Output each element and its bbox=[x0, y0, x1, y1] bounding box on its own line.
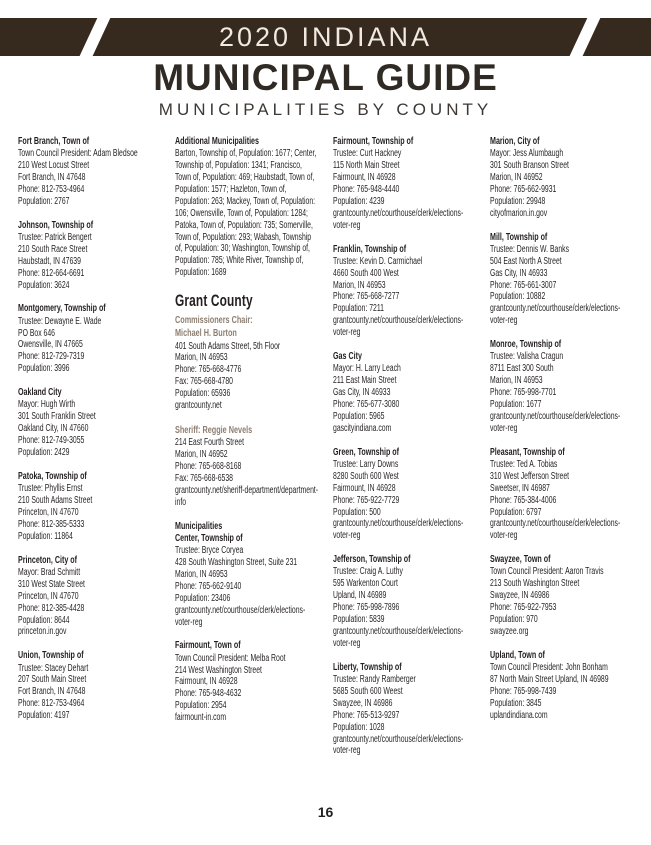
entry-line: Phone: 765-922-7729 bbox=[333, 494, 400, 506]
entry-line: Phone: 812-753-4964 bbox=[18, 183, 85, 195]
entry-line: Mayor: Jess Alumbaugh bbox=[490, 148, 564, 160]
county-section bbox=[175, 291, 319, 412]
entry-line: 210 West Locust Street bbox=[18, 160, 90, 172]
entry-line: Population: 5839 bbox=[333, 614, 385, 626]
entry-line: grantcounty.net/sheriff-department/department-info bbox=[175, 484, 319, 508]
entry-name: Franklin, Township of bbox=[333, 243, 407, 255]
entry-line: Population: 4197 bbox=[18, 710, 70, 722]
directory-entry bbox=[18, 136, 162, 208]
entry-line: PO Box 646 bbox=[18, 327, 55, 339]
entry-line: Marion, IN 46953 bbox=[175, 352, 228, 364]
entry-line: Trustee: Kevin D. Carmichael bbox=[333, 255, 423, 267]
entry-line: Phone: 765-668-7277 bbox=[333, 291, 400, 303]
entry-line: Phone: 812-729-7319 bbox=[18, 351, 85, 363]
entry-line: princeton.in.gov bbox=[18, 626, 67, 638]
entry-name: Mill, Township of bbox=[490, 231, 548, 243]
entry-line: Phone: 765-948-4632 bbox=[175, 688, 242, 700]
entry-name: Union, Township of bbox=[18, 650, 84, 662]
entry-line: Town Council President: Aaron Travis bbox=[490, 566, 604, 578]
directory-entry bbox=[333, 662, 477, 758]
entry-line: 211 East Main Street bbox=[333, 375, 397, 387]
directory-entry bbox=[175, 424, 319, 509]
directory-entry bbox=[333, 554, 477, 650]
entry-line: gascityindiana.com bbox=[333, 422, 392, 434]
entry-line: Population: 2767 bbox=[18, 195, 70, 207]
entry-line: Trustee: Bryce Coryea bbox=[175, 545, 244, 557]
directory-entry bbox=[333, 351, 477, 435]
entry-line: Phone: 765-677-3080 bbox=[333, 399, 400, 411]
entry-line: Population: 3996 bbox=[18, 363, 70, 375]
entry-line: Population: 3624 bbox=[18, 279, 70, 291]
entry-line: 310 West State Street bbox=[18, 578, 85, 590]
entry-line: Population: 11864 bbox=[18, 530, 73, 542]
directory-column bbox=[333, 136, 477, 769]
entry-line: grantcounty.net/courthouse/clerk/elections-voter-reg bbox=[490, 518, 621, 542]
entry-line: Princeton, IN 47670 bbox=[18, 590, 79, 602]
entry-line: Trustee: Ted A. Tobias bbox=[490, 458, 558, 470]
entry-line: Population: 7211 bbox=[333, 303, 384, 315]
entry-line: Phone: 812-749-3055 bbox=[18, 435, 85, 447]
entry-line: 595 Warkenton Court bbox=[333, 578, 398, 590]
entry-line: Population: 23406 bbox=[175, 592, 231, 604]
entry-line: Population: 29948 bbox=[490, 195, 546, 207]
entry-line: Population: 4239 bbox=[333, 195, 385, 207]
directory-entry bbox=[18, 303, 162, 375]
entry-line: Town Council President: John Bonham bbox=[490, 662, 608, 674]
entry-line: Population: 2429 bbox=[18, 447, 70, 459]
entry-name: Jefferson, Township of bbox=[333, 554, 411, 566]
entry-line: Population: 5965 bbox=[333, 410, 385, 422]
entry-line: Mayor: Hugh Wirth bbox=[18, 399, 76, 411]
entry-line: Population: 1028 bbox=[333, 721, 385, 733]
directory-entry bbox=[18, 555, 162, 639]
entry-line: 210 South Adams Street bbox=[18, 495, 93, 507]
entry-line: Trustee: Randy Ramberger bbox=[333, 674, 416, 686]
entry-name: Gas City bbox=[333, 351, 362, 363]
entry-line: Trustee: Dennis W. Banks bbox=[490, 243, 570, 255]
entry-line: grantcounty.net bbox=[175, 400, 222, 412]
entry-line: Town Council President: Adam Bledsoe bbox=[18, 148, 138, 160]
entry-line: Fairmount, IN 46928 bbox=[333, 482, 396, 494]
directory-entry bbox=[490, 554, 634, 638]
entry-line: 310 West Jefferson Street bbox=[490, 470, 570, 482]
entry-line: Trustee: Phyllis Ernst bbox=[18, 483, 83, 495]
entry-line: Phone: 765-948-4440 bbox=[333, 183, 400, 195]
entry-line: Trustee: Patrick Bengert bbox=[18, 231, 92, 243]
entry-line: Fax: 765-668-6538 bbox=[175, 472, 233, 484]
entry-line: Population: 1677 bbox=[490, 399, 542, 411]
directory-entry bbox=[333, 244, 477, 340]
entry-name: Swayzee, Town of bbox=[490, 554, 551, 566]
entry-line: Haubstadt, IN 47639 bbox=[18, 255, 81, 267]
entry-line: grantcounty.net/courthouse/clerk/elections-voter-reg bbox=[175, 604, 306, 628]
directory-column bbox=[175, 136, 319, 736]
directory-entry bbox=[175, 521, 319, 629]
entry-line: 428 South Washington Street, Suite 231 bbox=[175, 556, 298, 568]
entry-line: Trustee: Curt Hackney bbox=[333, 148, 402, 160]
entry-line: Phone: 765-513-9297 bbox=[333, 709, 400, 721]
entry-line: Fort Branch, IN 47648 bbox=[18, 686, 86, 698]
entry-name: Monroe, Township of bbox=[490, 339, 562, 351]
entry-line: 4660 South 400 West bbox=[333, 267, 399, 279]
entry-line: Phone: 765-998-7701 bbox=[490, 387, 557, 399]
entry-name: Fairmount, Town of bbox=[175, 640, 241, 652]
entry-name: Montgomery, Township of bbox=[18, 303, 106, 315]
entry-line: 8711 East 300 South bbox=[490, 363, 554, 375]
county-official-name: Michael H. Burton bbox=[175, 328, 237, 340]
page-title: MUNICIPAL GUIDE bbox=[153, 57, 498, 98]
entry-line: Population: 65936 bbox=[175, 388, 231, 400]
entry-line: Phone: 765-661-3007 bbox=[490, 279, 557, 291]
entry-name: Liberty, Township of bbox=[333, 661, 402, 673]
entry-line: Marion, IN 46953 bbox=[333, 279, 386, 291]
directory-entry bbox=[175, 136, 319, 279]
entry-name: Fairmount, Township of bbox=[333, 136, 414, 147]
entry-name: Patoka, Township of bbox=[18, 470, 87, 482]
directory-entry bbox=[333, 447, 477, 543]
entry-line: Population: 2954 bbox=[175, 700, 227, 712]
entry-name: Fort Branch, Town of bbox=[18, 136, 90, 147]
entry-line: 301 South Franklin Street bbox=[18, 411, 96, 423]
entry-line: Fairmount, IN 46928 bbox=[175, 676, 238, 688]
entry-line: uplandindiana.com bbox=[490, 709, 548, 721]
entry-line: Trustee: Valisha Cragun bbox=[490, 351, 564, 363]
entry-line: grantcounty.net/courthouse/clerk/elections-voter-reg bbox=[490, 303, 621, 327]
entry-line: Trustee: Craig A. Luthy bbox=[333, 566, 403, 578]
entry-line: 8280 South 600 West bbox=[333, 470, 399, 482]
page-subtitle: MUNICIPALITIES BY COUNTY bbox=[158, 100, 493, 119]
entry-line: 87 North Main Street Upland, IN 46989 bbox=[490, 674, 609, 686]
directory-entry bbox=[18, 650, 162, 722]
entry-line: grantcounty.net/courthouse/clerk/elections-voter-reg bbox=[333, 207, 464, 231]
entry-line: Population: 500 bbox=[333, 506, 381, 518]
directory-column bbox=[490, 136, 634, 734]
entry-name: Green, Township of bbox=[333, 446, 400, 458]
entry-line: 401 South Adams Street, 5th Floor bbox=[175, 340, 281, 352]
entry-line: Population: 8644 bbox=[18, 614, 70, 626]
county-official-name: Commissioners Chair: bbox=[175, 315, 253, 327]
entry-name: Municipalities bbox=[175, 520, 223, 532]
entry-line: Phone: 812-385-5333 bbox=[18, 518, 85, 530]
entry-line: Mayor: H. Larry Leach bbox=[333, 363, 401, 375]
entry-line: Phone: 812-385-4428 bbox=[18, 602, 85, 614]
entry-name: Pleasant, Township of bbox=[490, 446, 565, 458]
entry-name: Additional Municipalities bbox=[175, 136, 259, 147]
entry-line: Swayzee, IN 46986 bbox=[333, 697, 393, 709]
entry-name: Marion, City of bbox=[490, 136, 540, 147]
entry-name: Johnson, Township of bbox=[18, 219, 94, 231]
entry-line: Fort Branch, IN 47648 bbox=[18, 172, 86, 184]
entry-line: 207 South Main Street bbox=[18, 674, 87, 686]
entry-line: Mayor: Brad Schmitt bbox=[18, 566, 81, 578]
directory-entry bbox=[490, 339, 634, 435]
entry-line: Marion, IN 46953 bbox=[490, 375, 543, 387]
entry-line: Trustee: Larry Downs bbox=[333, 458, 399, 470]
directory-entry bbox=[333, 136, 477, 232]
county-heading: Grant County bbox=[175, 291, 253, 311]
entry-line: Phone: 765-668-8168 bbox=[175, 461, 242, 473]
directory-entry bbox=[18, 471, 162, 543]
directory-entry bbox=[490, 650, 634, 722]
entry-line: 504 East North A Street bbox=[490, 255, 562, 267]
entry-line: Oakland City, IN 47660 bbox=[18, 423, 89, 435]
county-official-name: Sheriff: Reggie Nevels bbox=[175, 425, 253, 437]
entry-line: 214 East Fourth Street bbox=[175, 437, 245, 449]
entry-name: Oakland City bbox=[18, 387, 62, 399]
entry-line: Fairmount, IN 46928 bbox=[333, 172, 396, 184]
directory-column bbox=[18, 136, 162, 734]
entry-name: Upland, Town of bbox=[490, 649, 545, 661]
directory-entry bbox=[18, 387, 162, 459]
entry-line: Town Council President: Melba Root bbox=[175, 652, 286, 664]
entry-line: Marion, IN 46953 bbox=[175, 568, 228, 580]
entry-line: Princeton, IN 47670 bbox=[18, 506, 79, 518]
entry-line: Marion, IN 46952 bbox=[490, 172, 543, 184]
entry-line: Phone: 765-668-4776 bbox=[175, 364, 242, 376]
entry-line: swayzee.org bbox=[490, 626, 529, 638]
entry-line: Phone: 765-662-9140 bbox=[175, 580, 242, 592]
directory-entry bbox=[490, 136, 634, 220]
entry-line: Owensville, IN 47665 bbox=[18, 339, 83, 351]
entry-line: grantcounty.net/courthouse/clerk/elections-voter-reg bbox=[490, 410, 621, 434]
entry-line: cityofmarion.in.gov bbox=[490, 207, 548, 219]
entry-line: 301 South Branson Street bbox=[490, 160, 569, 172]
entry-line: Phone: 812-664-6691 bbox=[18, 267, 85, 279]
directory-entry bbox=[175, 640, 319, 724]
entry-line: Fax: 765-668-4780 bbox=[175, 376, 233, 388]
entry-line: Phone: 812-753-4964 bbox=[18, 698, 85, 710]
header-banner bbox=[0, 18, 651, 56]
entry-line: Gas City, IN 46933 bbox=[490, 267, 548, 279]
entry-line: Population: 10882 bbox=[490, 291, 546, 303]
directory-entry bbox=[18, 220, 162, 292]
entry-line: Population: 6797 bbox=[490, 506, 542, 518]
entry-line: Swayzee, IN 46986 bbox=[490, 590, 550, 602]
entry-line: 213 South Washington Street bbox=[490, 578, 580, 590]
entry-line: Trustee: Dewayne E. Wade bbox=[18, 315, 102, 327]
directory-entry bbox=[490, 447, 634, 543]
entry-line: grantcounty.net/courthouse/clerk/elections-voter-reg bbox=[333, 315, 464, 339]
entry-line: Population: 3845 bbox=[490, 697, 542, 709]
entry-line: 5685 South 600 Weest bbox=[333, 685, 403, 697]
entry-line: Upland, IN 46989 bbox=[333, 590, 387, 602]
directory-entry bbox=[490, 232, 634, 328]
entry-line: Population: 970 bbox=[490, 614, 538, 626]
entry-name: Princeton, City of bbox=[18, 554, 78, 566]
page-number: 16 bbox=[317, 804, 334, 820]
entry-line: Gas City, IN 46933 bbox=[333, 387, 391, 399]
entry-line: Marion, IN 46952 bbox=[175, 449, 228, 461]
entry-line: grantcounty.net/courthouse/clerk/elections-voter-reg bbox=[333, 733, 464, 757]
entry-name: Center, Township of bbox=[175, 532, 243, 544]
entry-line: Phone: 765-662-9931 bbox=[490, 183, 557, 195]
entry-line: Sweetser, IN 46987 bbox=[490, 482, 550, 494]
entry-line: 210 South Race Street bbox=[18, 243, 88, 255]
entry-line: Phone: 765-998-7896 bbox=[333, 602, 400, 614]
entry-line: Phone: 765-998-7439 bbox=[490, 685, 557, 697]
entry-line: Phone: 765-384-4006 bbox=[490, 494, 557, 506]
entry-line: grantcounty.net/courthouse/clerk/elections-voter-reg bbox=[333, 626, 464, 649]
entry-line: Phone: 765-922-7953 bbox=[490, 602, 557, 614]
entry-line: Trustee: Stacey Dehart bbox=[18, 662, 89, 674]
entry-line: fairmount-in.com bbox=[175, 712, 227, 724]
entry-line: grantcounty.net/courthouse/clerk/elections-voter-reg bbox=[333, 518, 464, 542]
entry-line: 115 North Main Street bbox=[333, 160, 400, 172]
entry-paragraph: Barton, Township of, Population: 1677; Center, Township of, Population: 1341; Francisco, Town of, Population: 469; Haubstadt, Town of, Population: 1577; Hazleton, Town of, Population: 263; Mackey, Town of, Population: 106; Owensville, Town of, Population: 1284; Patoka, Town of, Population: 735; Somerville, Town of, Population: 293; Wabash, Township of, Population: 30; Washington, Township of, Population: 785; White River, Township of, Population: 1689 bbox=[175, 148, 317, 279]
entry-line: 214 West Washington Street bbox=[175, 664, 262, 676]
banner-title: 2020 INDIANA bbox=[218, 22, 433, 52]
